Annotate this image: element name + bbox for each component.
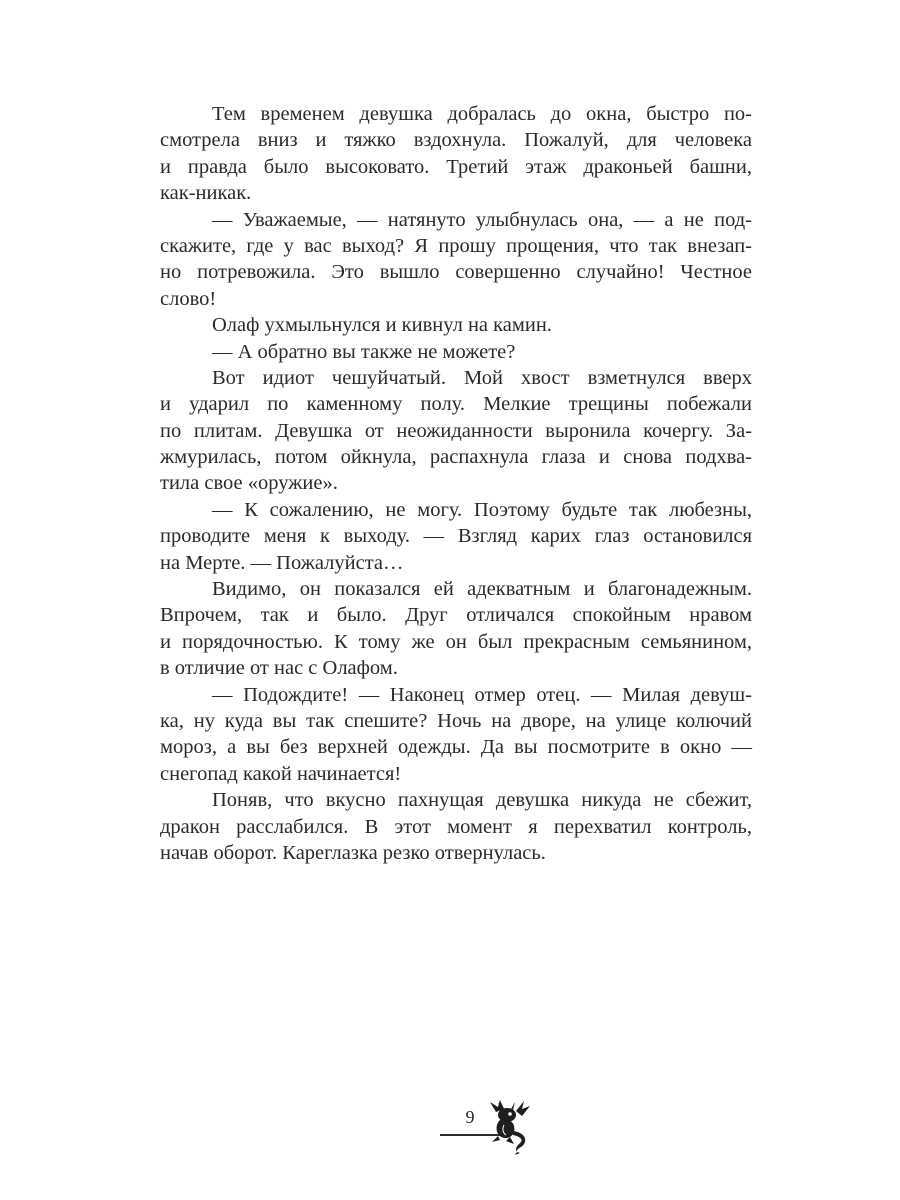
text-line: проводите меня к выходу. — Взгляд карих глаз остановился [160,525,752,548]
text-line: — А обратно вы также не можете? [212,340,516,363]
text-line: Поняв, что вкусно пахнущая девушка никуда не сбежит, [212,789,752,812]
text-line: мороз, а вы без верхней одежды. Да вы посмотрите в окно — [160,736,752,759]
text-line: — Подождите! — Наконец отмер отец. — Милая девуш- [212,683,752,706]
text-line: Вот идиот чешуйчатый. Мой хвост взметнулся вверх [212,366,752,389]
text-line: Олаф ухмыльнулся и кивнул на камин. [212,314,552,337]
text-line: — Уважаемые, — натянуто улыбнулась она, — а не под- [212,208,752,231]
text-line: и ударил по каменному полу. Мелкие трещины побежали [160,393,752,416]
body-text [160,101,752,866]
text-line: Впрочем, так и было. Друг отличался спокойным нравом [160,604,752,627]
text-line: но потревожила. Это вышло совершенно случайно! Честное [160,261,752,284]
text-line: и правда было высоковато. Третий этаж драконьей башни, [160,155,752,178]
text-line: смотрела вниз и тяжко вздохнула. Пожалуй, для человека [160,129,752,152]
text-line: жмурилась, потом ойкнула, распахнула глаза и снова подхва- [160,446,752,469]
text-line: как-никак. [160,182,252,205]
text-line: ка, ну куда вы так спешите? Ночь на дворе, на улице колючий [160,709,752,732]
page-number: 9 [465,1107,475,1127]
dragon-icon [486,1098,532,1156]
text-line: Видимо, он показался ей адекватным и благонадежным. [212,578,752,601]
text-line: и порядочностью. К тому же он был прекрасным семьянином, [160,630,752,653]
text-line: — К сожалению, не могу. Поэтому будьте так любезны, [212,498,752,521]
text-line: Тем временем девушка добралась до окна, быстро по- [212,103,752,125]
text-line: на Мерте. — Пожалуйста… [160,551,404,574]
text-line: скажите, где у вас выход? Я прошу прощения, что так внезап- [160,234,752,257]
text-line: в отличие от нас с Олафом. [160,657,398,680]
text-line: снегопад какой начинается! [160,762,402,785]
text-line: начав оборот. Кареглазка резко отвернулась. [160,841,546,864]
footer-rule [440,1134,506,1136]
text-line: по плитам. Девушка от неожиданности выронила кочергу. За- [160,419,752,442]
text-line: дракон расслабился. В этот момент я перехватил контроль, [160,815,752,838]
text-line: тила свое «оружие». [160,472,338,495]
text-line: слово! [160,287,217,310]
